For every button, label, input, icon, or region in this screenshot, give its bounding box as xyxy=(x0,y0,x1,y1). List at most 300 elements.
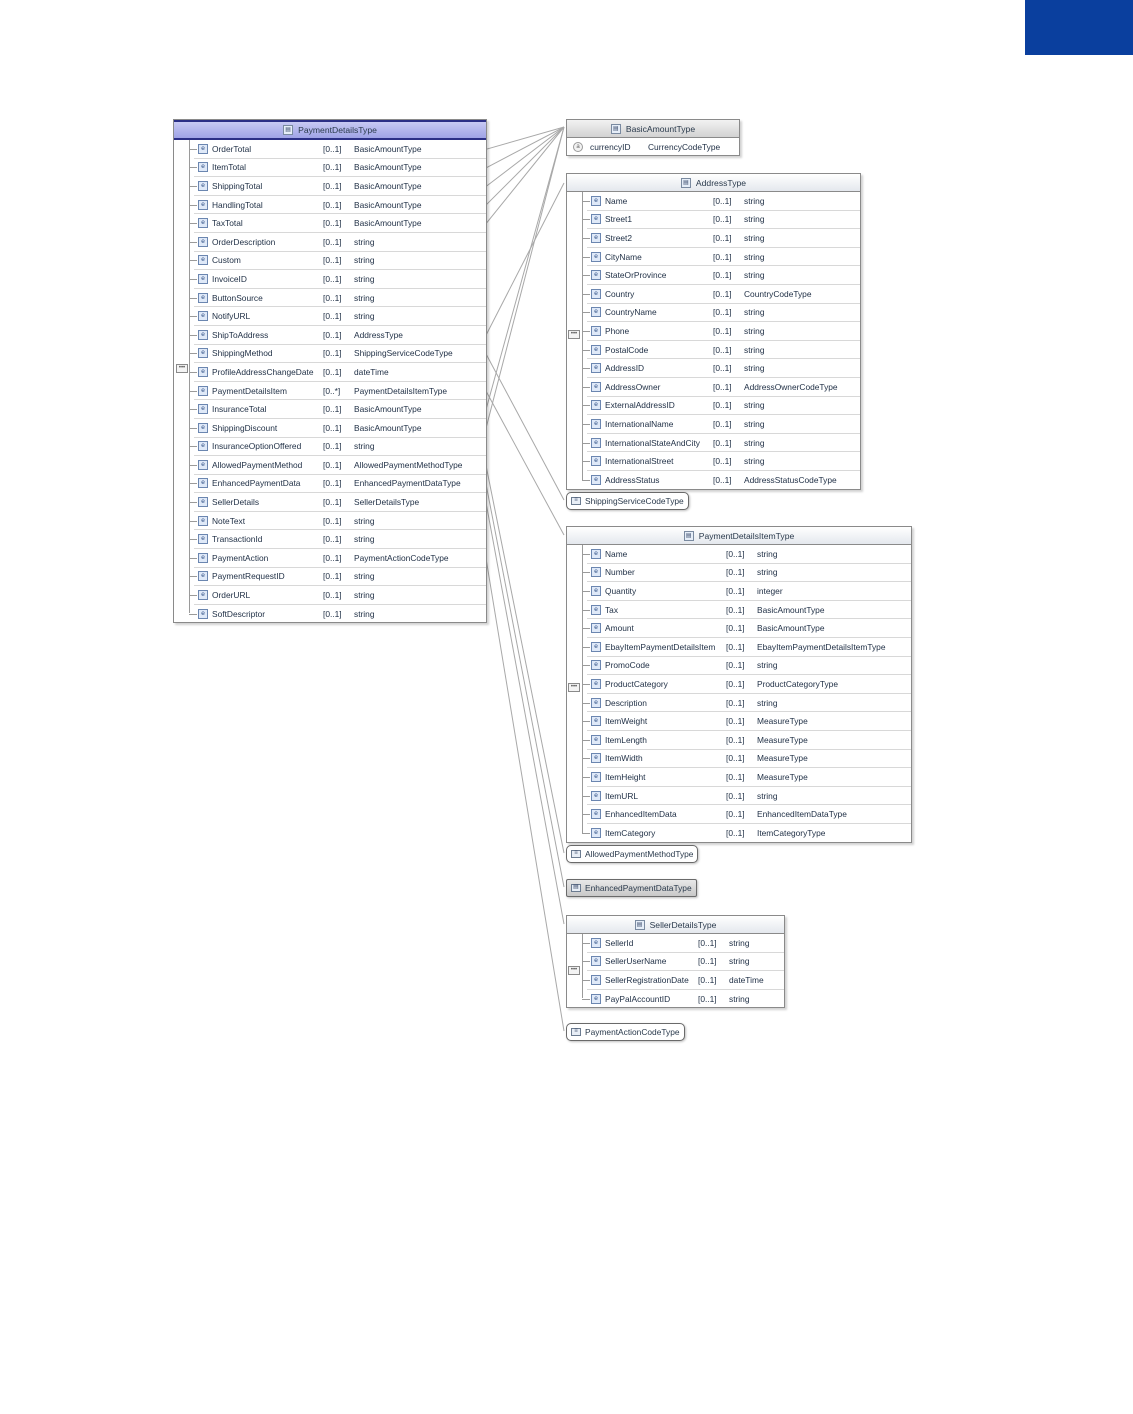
field-name: PaymentRequestID xyxy=(212,571,285,582)
element-icon: e xyxy=(591,735,601,745)
field-name: TaxTotal xyxy=(212,218,243,229)
field-row[interactable] xyxy=(194,307,486,326)
field-row[interactable] xyxy=(194,345,486,364)
field-multiplicity: [0..1] xyxy=(323,366,342,377)
element-icon: e xyxy=(591,586,601,596)
element-icon: e xyxy=(591,938,601,948)
field-type: MeasureType xyxy=(757,771,808,782)
field-row[interactable] xyxy=(587,712,911,731)
field-row[interactable] xyxy=(587,675,911,694)
field-row[interactable] xyxy=(587,434,860,453)
field-multiplicity: [0..1] xyxy=(713,214,732,225)
field-row[interactable] xyxy=(587,787,911,806)
field-multiplicity: [0..1] xyxy=(323,497,342,508)
field-row[interactable] xyxy=(587,397,860,416)
field-type: string xyxy=(744,418,765,429)
field-type: AddressType xyxy=(354,329,403,340)
connector-line xyxy=(486,127,564,149)
element-icon: e xyxy=(198,553,208,563)
connector-line xyxy=(486,183,564,335)
field-multiplicity: [0..1] xyxy=(323,608,342,619)
field-type: string xyxy=(757,697,778,708)
field-multiplicity: [0..*] xyxy=(323,385,341,396)
connector-line xyxy=(486,127,564,410)
field-row[interactable] xyxy=(194,493,486,512)
field-multiplicity: [0..1] xyxy=(726,697,745,708)
basic-amount-type-box[interactable] xyxy=(566,119,740,156)
field-type: MeasureType xyxy=(757,734,808,745)
field-type: string xyxy=(757,660,778,671)
element-icon: e xyxy=(591,975,601,985)
payment-details-type-fields xyxy=(194,140,486,622)
field-type: BasicAmountType xyxy=(757,623,825,634)
allowed-payment-method-type-title: AllowedPaymentMethodType xyxy=(585,849,694,859)
field-multiplicity: [0..1] xyxy=(726,716,745,727)
field-name: InvoiceID xyxy=(212,273,247,284)
field-multiplicity: [0..1] xyxy=(713,456,732,467)
field-row[interactable] xyxy=(587,619,911,638)
field-type: string xyxy=(744,437,765,448)
field-type: string xyxy=(744,251,765,262)
field-type: dateTime xyxy=(354,366,389,377)
payment-details-item-type-box[interactable] xyxy=(566,526,912,843)
field-name: AddressID xyxy=(605,363,645,374)
field-type: string xyxy=(744,456,765,467)
field-multiplicity: [0..1] xyxy=(323,162,342,173)
address-type-header xyxy=(567,174,860,192)
element-icon: e xyxy=(198,571,208,581)
field-row[interactable] xyxy=(587,990,784,1008)
seller-details-type-header xyxy=(567,916,784,934)
field-row[interactable] xyxy=(587,694,911,713)
field-type: BasicAmountType xyxy=(354,422,422,433)
field-multiplicity: [0..1] xyxy=(323,459,342,470)
field-row[interactable] xyxy=(587,805,911,824)
simple-type-icon: ≡ xyxy=(571,850,581,858)
field-multiplicity: [0..1] xyxy=(713,325,732,336)
field-row[interactable] xyxy=(194,214,486,233)
field-row[interactable] xyxy=(587,415,860,434)
field-row[interactable] xyxy=(194,568,486,587)
connector-line xyxy=(486,465,564,853)
field-name: AddressStatus xyxy=(605,474,660,485)
field-type: AllowedPaymentMethodType xyxy=(354,459,463,470)
field-name: EbayItemPaymentDetailsItem xyxy=(605,641,716,652)
address-type-title: AddressType xyxy=(695,177,747,188)
element-icon: e xyxy=(198,293,208,303)
field-row[interactable] xyxy=(194,159,486,178)
element-icon: e xyxy=(198,144,208,154)
element-icon: e xyxy=(198,200,208,210)
field-name: InternationalStreet xyxy=(605,456,674,467)
field-name: Number xyxy=(605,567,635,578)
page-corner-tab xyxy=(1025,0,1133,55)
address-type-fields xyxy=(587,192,860,489)
field-type: string xyxy=(354,608,375,619)
enhanced-payment-data-type-title: EnhancedPaymentDataType xyxy=(585,883,692,893)
field-multiplicity: [0..1] xyxy=(726,641,745,652)
payment-details-type-title: PaymentDetailsType xyxy=(298,125,377,135)
field-type: string xyxy=(354,292,375,303)
field-row[interactable] xyxy=(587,750,911,769)
field-row[interactable] xyxy=(194,326,486,345)
field-type: BasicAmountType xyxy=(354,404,422,415)
field-row[interactable] xyxy=(587,731,911,750)
field-multiplicity: [0..1] xyxy=(698,974,717,985)
field-row[interactable] xyxy=(587,934,784,953)
element-icon: e xyxy=(198,441,208,451)
field-row[interactable] xyxy=(194,456,486,475)
element-icon: e xyxy=(198,367,208,377)
field-multiplicity: [0..1] xyxy=(726,585,745,596)
field-row[interactable] xyxy=(194,512,486,531)
field-type: PaymentActionCodeType xyxy=(354,552,449,563)
field-name: EnhancedPaymentData xyxy=(212,478,301,489)
field-row[interactable] xyxy=(587,322,860,341)
element-icon: e xyxy=(591,772,601,782)
field-row[interactable] xyxy=(587,768,911,787)
field-row[interactable] xyxy=(194,140,486,159)
field-name: SellerRegistrationDate xyxy=(605,974,689,985)
field-row[interactable] xyxy=(587,582,911,601)
complex-type-icon: ▤ xyxy=(681,178,691,188)
field-row[interactable] xyxy=(587,638,911,657)
field-multiplicity: [0..1] xyxy=(713,437,732,448)
field-name: ExternalAddressID xyxy=(605,400,675,411)
element-icon: e xyxy=(591,791,601,801)
field-name: ShippingDiscount xyxy=(212,422,278,433)
payment-action-code-type-box[interactable] xyxy=(566,1023,685,1041)
element-icon: e xyxy=(198,386,208,396)
element-icon: e xyxy=(591,475,601,485)
field-name: ItemCategory xyxy=(605,827,656,838)
field-type: AddressOwnerCodeType xyxy=(744,381,838,392)
field-type: MeasureType xyxy=(757,716,808,727)
field-name: InsuranceTotal xyxy=(212,404,267,415)
field-multiplicity: [0..1] xyxy=(713,232,732,243)
field-row[interactable] xyxy=(587,657,911,676)
field-row[interactable] xyxy=(194,605,486,623)
field-type: BasicAmountType xyxy=(354,199,422,210)
field-multiplicity: [0..1] xyxy=(323,218,342,229)
field-name: OrderDescription xyxy=(212,236,276,247)
field-multiplicity: [0..1] xyxy=(713,363,732,374)
field-name: Name xyxy=(605,195,628,206)
field-multiplicity: [0..1] xyxy=(726,567,745,578)
field-name: ProfileAddressChangeDate xyxy=(212,366,314,377)
field-name: NotifyURL xyxy=(212,311,251,322)
field-type: ShippingServiceCodeType xyxy=(354,348,453,359)
field-name: Description xyxy=(605,697,647,708)
element-icon: e xyxy=(591,698,601,708)
payment-action-code-type-title: PaymentActionCodeType xyxy=(585,1027,680,1037)
field-type: BasicAmountType xyxy=(354,143,422,154)
field-multiplicity: [0..1] xyxy=(726,623,745,634)
connector-line xyxy=(486,127,564,186)
element-icon: e xyxy=(198,162,208,172)
field-type: AddressStatusCodeType xyxy=(744,474,837,485)
field-multiplicity: [0..1] xyxy=(713,270,732,281)
field-name: ItemWeight xyxy=(605,716,648,727)
field-type: string xyxy=(354,590,375,601)
element-icon: e xyxy=(198,181,208,191)
element-icon: e xyxy=(591,679,601,689)
field-type: string xyxy=(354,311,375,322)
element-icon: e xyxy=(591,956,601,966)
field-type: string xyxy=(744,214,765,225)
field-row[interactable] xyxy=(587,359,860,378)
payment-details-type-box[interactable] xyxy=(173,119,487,623)
payment-details-type-header xyxy=(174,120,486,140)
element-icon: e xyxy=(591,623,601,633)
field-type: string xyxy=(744,270,765,281)
field-type: string xyxy=(729,937,750,948)
field-multiplicity: [0..1] xyxy=(323,292,342,303)
element-icon: e xyxy=(591,438,601,448)
shipping-service-code-type-box[interactable] xyxy=(566,492,689,510)
payment-details-item-type-header xyxy=(567,527,911,545)
field-row[interactable] xyxy=(194,400,486,419)
field-type: string xyxy=(744,195,765,206)
element-icon: e xyxy=(591,326,601,336)
field-multiplicity: [0..1] xyxy=(323,590,342,601)
field-row[interactable] xyxy=(587,248,860,267)
field-type: string xyxy=(757,790,778,801)
field-multiplicity: [0..1] xyxy=(323,236,342,247)
field-row[interactable] xyxy=(194,177,486,196)
field-multiplicity: [0..1] xyxy=(726,790,745,801)
payment-details-item-type-title: PaymentDetailsItemType xyxy=(698,530,795,541)
field-multiplicity: [0..1] xyxy=(323,534,342,545)
field-name: AllowedPaymentMethod xyxy=(212,459,303,470)
field-multiplicity: [0..1] xyxy=(713,381,732,392)
element-icon: e xyxy=(591,753,601,763)
element-icon: e xyxy=(591,456,601,466)
element-icon: e xyxy=(198,423,208,433)
field-multiplicity: [0..1] xyxy=(726,827,745,838)
element-icon: e xyxy=(591,363,601,373)
attribute-name: currencyID xyxy=(590,141,631,152)
element-icon: e xyxy=(198,516,208,526)
field-name: AddressOwner xyxy=(605,381,661,392)
field-name: CityName xyxy=(605,251,642,262)
connector-line xyxy=(486,484,564,887)
shipping-service-code-type-title: ShippingServiceCodeType xyxy=(585,496,684,506)
element-icon: e xyxy=(591,400,601,410)
field-name: CountryName xyxy=(605,307,657,318)
element-icon: e xyxy=(591,419,601,429)
field-row[interactable] xyxy=(194,270,486,289)
field-type: PaymentDetailsItemType xyxy=(354,385,448,396)
field-row[interactable] xyxy=(587,304,860,323)
field-row[interactable] xyxy=(194,233,486,252)
field-name: SellerDetails xyxy=(212,497,260,508)
field-row[interactable] xyxy=(587,266,860,285)
field-type: string xyxy=(744,307,765,318)
element-icon: e xyxy=(591,716,601,726)
field-row[interactable] xyxy=(587,971,784,990)
element-icon: e xyxy=(198,609,208,619)
field-name: Country xyxy=(605,288,635,299)
field-type: EbayItemPaymentDetailsItemType xyxy=(757,641,886,652)
element-icon: e xyxy=(198,237,208,247)
field-type: dateTime xyxy=(729,974,764,985)
element-icon: e xyxy=(591,567,601,577)
field-multiplicity: [0..1] xyxy=(698,993,717,1004)
field-type: BasicAmountType xyxy=(354,218,422,229)
sequence-icon: ••• xyxy=(176,364,188,373)
field-name: Amount xyxy=(605,623,634,634)
field-multiplicity: [0..1] xyxy=(713,344,732,355)
field-row[interactable] xyxy=(194,382,486,401)
element-icon: e xyxy=(198,330,208,340)
connector-line xyxy=(486,127,564,205)
field-name: ItemTotal xyxy=(212,162,246,173)
field-name: EnhancedItemData xyxy=(605,809,677,820)
field-row[interactable] xyxy=(587,192,860,211)
field-name: ProductCategory xyxy=(605,678,668,689)
element-icon: e xyxy=(591,828,601,838)
element-icon: e xyxy=(591,307,601,317)
complex-type-icon: ▤ xyxy=(684,531,694,541)
field-name: PayPalAccountID xyxy=(605,993,671,1004)
field-row[interactable] xyxy=(587,953,784,972)
field-row[interactable] xyxy=(587,378,860,397)
element-icon: e xyxy=(198,274,208,284)
field-name: Street2 xyxy=(605,232,633,243)
field-row[interactable] xyxy=(194,252,486,271)
element-icon: e xyxy=(591,605,601,615)
field-multiplicity: [0..1] xyxy=(726,753,745,764)
field-multiplicity: [0..1] xyxy=(323,515,342,526)
field-row[interactable] xyxy=(587,471,860,489)
field-name: ButtonSource xyxy=(212,292,263,303)
field-name: ShippingMethod xyxy=(212,348,273,359)
field-row[interactable] xyxy=(194,419,486,438)
field-row[interactable] xyxy=(587,341,860,360)
field-type: integer xyxy=(757,585,783,596)
element-icon: e xyxy=(198,497,208,507)
field-row[interactable] xyxy=(587,545,911,564)
field-row[interactable] xyxy=(587,564,911,583)
element-icon: e xyxy=(591,382,601,392)
field-row[interactable] xyxy=(194,586,486,605)
field-type: string xyxy=(744,363,765,374)
field-multiplicity: [0..1] xyxy=(698,937,717,948)
element-icon: e xyxy=(591,289,601,299)
field-multiplicity: [0..1] xyxy=(726,678,745,689)
field-row[interactable] xyxy=(194,549,486,568)
field-type: CountryCodeType xyxy=(744,288,812,299)
field-name: InternationalStateAndCity xyxy=(605,437,700,448)
field-type: string xyxy=(757,548,778,559)
field-type: string xyxy=(744,344,765,355)
field-row[interactable] xyxy=(587,452,860,471)
field-multiplicity: [0..1] xyxy=(323,552,342,563)
element-icon: e xyxy=(591,549,601,559)
field-row[interactable] xyxy=(587,211,860,230)
field-name: ItemHeight xyxy=(605,771,646,782)
field-name: ItemURL xyxy=(605,790,639,801)
field-row[interactable] xyxy=(194,475,486,494)
field-multiplicity: [0..1] xyxy=(713,400,732,411)
field-type: string xyxy=(729,993,750,1004)
seller-details-type-title: SellerDetailsType xyxy=(649,919,717,930)
field-name: Street1 xyxy=(605,214,633,225)
field-multiplicity: [0..1] xyxy=(323,348,342,359)
attribute-type: CurrencyCodeType xyxy=(648,141,721,152)
field-name: Phone xyxy=(605,325,630,336)
field-name: OrderTotal xyxy=(212,143,252,154)
field-name: PromoCode xyxy=(605,660,650,671)
field-row[interactable] xyxy=(194,438,486,457)
element-icon: e xyxy=(198,590,208,600)
attribute-row[interactable] xyxy=(567,138,739,155)
field-row[interactable] xyxy=(194,196,486,215)
field-multiplicity: [0..1] xyxy=(713,251,732,262)
field-name: PaymentDetailsItem xyxy=(212,385,287,396)
field-row[interactable] xyxy=(587,824,911,842)
field-row[interactable] xyxy=(587,229,860,248)
field-multiplicity: [0..1] xyxy=(323,180,342,191)
address-type-box[interactable] xyxy=(566,173,861,490)
field-multiplicity: [0..1] xyxy=(726,660,745,671)
field-name: InsuranceOptionOffered xyxy=(212,441,302,452)
field-multiplicity: [0..1] xyxy=(726,771,745,782)
basic-amount-type-title: BasicAmountType xyxy=(625,123,696,134)
field-type: string xyxy=(744,400,765,411)
field-multiplicity: [0..1] xyxy=(323,311,342,322)
field-row[interactable] xyxy=(194,530,486,549)
sequence-icon: ••• xyxy=(568,683,580,692)
field-multiplicity: [0..1] xyxy=(726,809,745,820)
field-name: Quantity xyxy=(605,585,637,596)
element-icon: e xyxy=(591,994,601,1004)
element-icon: e xyxy=(198,534,208,544)
connector-line xyxy=(486,127,564,168)
field-type: string xyxy=(354,273,375,284)
field-row[interactable] xyxy=(587,601,911,620)
field-name: SellerUserName xyxy=(605,956,667,967)
field-row[interactable] xyxy=(194,289,486,308)
field-multiplicity: [0..1] xyxy=(713,195,732,206)
field-row[interactable] xyxy=(194,363,486,382)
element-icon: e xyxy=(198,218,208,228)
field-multiplicity: [0..1] xyxy=(323,255,342,266)
field-name: PostalCode xyxy=(605,344,649,355)
sequence-icon: ••• xyxy=(568,330,580,339)
connector-line xyxy=(486,127,564,428)
element-icon: e xyxy=(591,345,601,355)
field-name: SellerId xyxy=(605,937,634,948)
field-type: string xyxy=(354,255,375,266)
allowed-payment-method-type-box[interactable] xyxy=(566,845,698,863)
field-name: PaymentAction xyxy=(212,552,269,563)
complex-type-icon: ▤ xyxy=(611,124,621,134)
enhanced-payment-data-type-box[interactable] xyxy=(566,879,697,897)
connector-line xyxy=(486,558,564,1031)
connector-line xyxy=(486,503,564,924)
element-icon: e xyxy=(198,311,208,321)
field-type: BasicAmountType xyxy=(354,180,422,191)
seller-details-type-box[interactable] xyxy=(566,915,785,1008)
field-type: ProductCategoryType xyxy=(757,678,839,689)
payment-details-item-type-fields xyxy=(587,545,911,842)
field-type: ItemCategoryType xyxy=(757,827,826,838)
element-icon: e xyxy=(198,460,208,470)
field-row[interactable] xyxy=(587,285,860,304)
field-type: string xyxy=(354,441,375,452)
